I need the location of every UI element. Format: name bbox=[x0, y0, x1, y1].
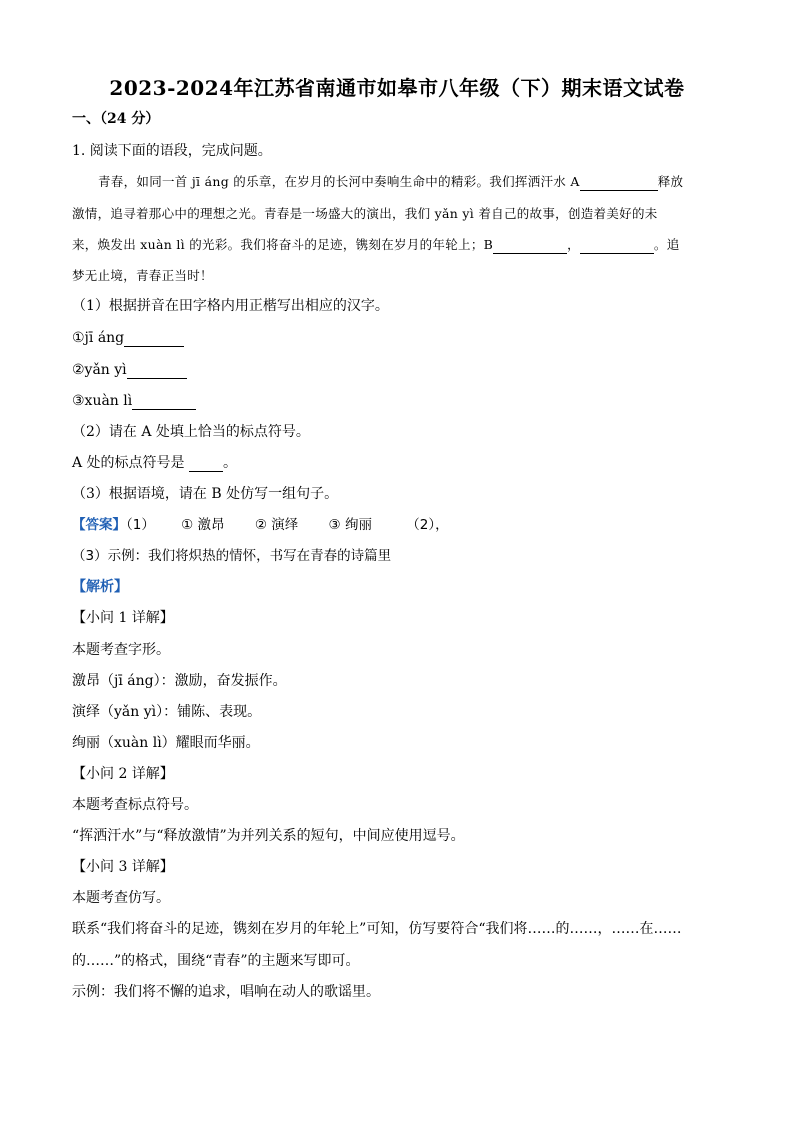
answer-part-3: （3）示例：我们将炽热的情怀，书写在青春的诗篇里 bbox=[72, 548, 392, 564]
blank-b-2[interactable] bbox=[580, 239, 654, 254]
detail-3-line-3: 示例：我们将不懈的追求，唱响在动人的歌谣里。 bbox=[72, 984, 380, 1000]
blank-b-1[interactable] bbox=[493, 239, 567, 254]
sub-question-2: （2）请在 A 处填上恰当的标点符号。 bbox=[72, 424, 310, 440]
answer-tag: 【答案】 bbox=[72, 517, 126, 533]
section-heading: 一、（24 分） bbox=[72, 111, 160, 127]
detail-1-line-2: 演绎（yǎn yì）：铺陈、表现。 bbox=[72, 704, 262, 720]
detail-2-heading: 【小问 2 详解】 bbox=[72, 766, 174, 782]
detail-2-intro: 本题考查标点符号。 bbox=[72, 797, 198, 813]
pinyin-item-2 bbox=[72, 361, 187, 379]
answer-item-2: ② 演绎 bbox=[254, 517, 299, 533]
detail-1-line-1: 激昂（jī áng）：激励，奋发振作。 bbox=[72, 673, 287, 689]
pinyin-1: ①jī áng bbox=[72, 330, 125, 346]
detail-1-line-3: 绚丽（xuàn lì）耀眼而华丽。 bbox=[72, 735, 260, 751]
blank-a[interactable] bbox=[580, 176, 658, 191]
passage-line-1-tail: 释放 bbox=[657, 174, 684, 189]
sub-question-1: （1）根据拼音在田字格内用正楷写出相应的汉字。 bbox=[72, 298, 389, 314]
detail-3-heading: 【小问 3 详解】 bbox=[72, 859, 174, 875]
detail-3-line-1: 联系“我们将奋斗的足迹，镌刻在岁月的年轮上”可知，仿写要符合“我们将……的……，……在…… bbox=[72, 921, 682, 937]
passage-line-3-tail: 。追 bbox=[653, 237, 680, 252]
question-1-prompt: 1. 阅读下面的语段，完成问题。 bbox=[72, 143, 272, 159]
sub-question-2-period: 。 bbox=[223, 455, 238, 471]
page-title: 2023-2024年江苏省南通市如皋市八年级（下）期末语文试卷 bbox=[109, 76, 685, 100]
detail-1-intro: 本题考查字形。 bbox=[72, 642, 170, 658]
detail-3-line-2: 的……”的格式，围绕“青春”的主题来写即可。 bbox=[72, 953, 360, 969]
answer-part-2: （2）， bbox=[406, 517, 449, 533]
detail-1-heading: 【小问 1 详解】 bbox=[72, 610, 174, 626]
pinyin-1-blank[interactable] bbox=[124, 332, 184, 347]
analysis-tag: 【解析】 bbox=[72, 579, 128, 595]
detail-3-intro: 本题考查仿写。 bbox=[72, 890, 170, 906]
passage-line-1 bbox=[98, 173, 683, 191]
sub-question-3: （3）根据语境，请在 B 处仿写一组句子。 bbox=[72, 486, 339, 502]
answer-part-1: （1） bbox=[126, 517, 155, 533]
passage-line-1-text: 青春，如同一首 jī áng 的乐章，在岁月的长河中奏响生命中的精彩。我们挥洒汗水 A bbox=[98, 174, 580, 189]
pinyin-2: ②yǎn yì bbox=[72, 362, 127, 378]
answer-line bbox=[72, 516, 449, 534]
pinyin-3: ③xuàn lì bbox=[72, 393, 133, 409]
pinyin-3-blank[interactable] bbox=[132, 395, 196, 410]
passage-line-4: 梦无止境，青春正当时！ bbox=[72, 268, 213, 283]
answer-item-1: ① 激昂 bbox=[181, 517, 225, 533]
sub-question-2-fill bbox=[72, 454, 237, 472]
sub-question-2-label: A 处的标点符号是 bbox=[72, 455, 185, 471]
punctuation-blank[interactable] bbox=[189, 457, 223, 472]
passage-line-3-text: 来，焕发出 xuàn lì 的光彩。我们将奋斗的足迹，镌刻在岁月的年轮上；B bbox=[72, 237, 494, 252]
pinyin-item-3 bbox=[72, 392, 196, 410]
passage-comma: ， bbox=[567, 237, 580, 252]
passage-line-2: 激情，追寻着那心中的理想之光。青春是一场盛大的演出，我们 yǎn yì 着自己的故事，创造着美好的未 bbox=[72, 206, 658, 221]
pinyin-2-blank[interactable] bbox=[127, 364, 187, 379]
answer-item-3: ③ 绚丽 bbox=[328, 517, 372, 533]
passage-line-3 bbox=[72, 236, 680, 254]
pinyin-item-1 bbox=[72, 329, 184, 347]
detail-2-line-1: “挥洒汗水”与“释放激情”为并列关系的短句，中间应使用逗号。 bbox=[72, 828, 465, 844]
